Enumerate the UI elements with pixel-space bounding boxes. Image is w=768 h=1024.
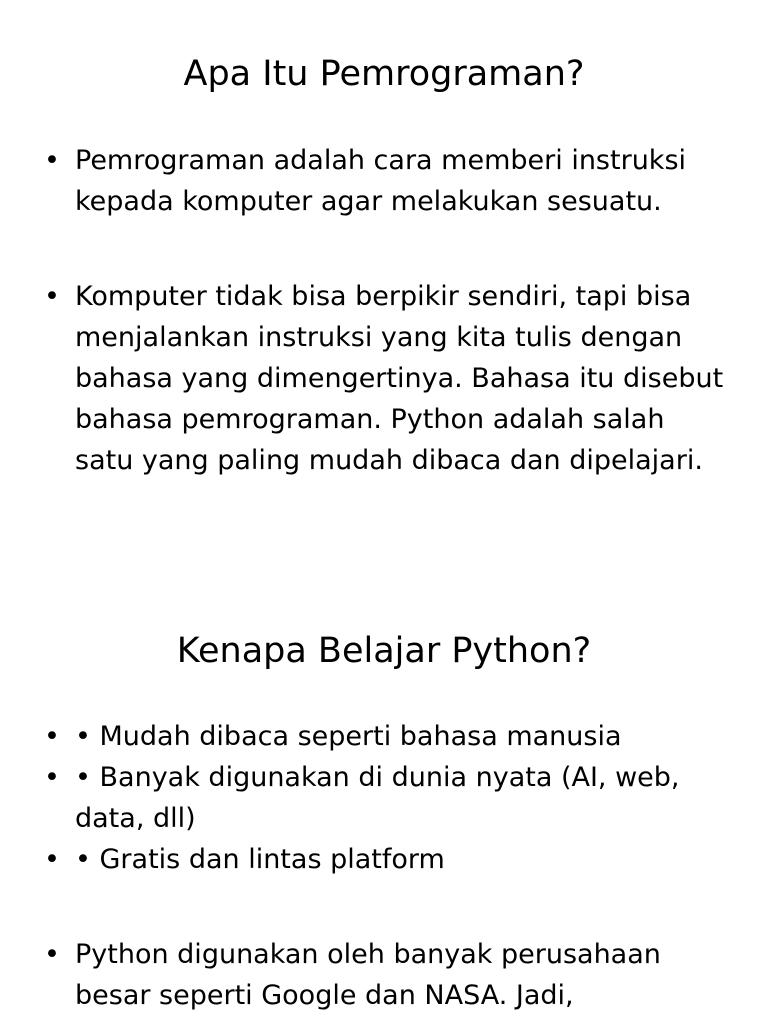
bullet-marker: • xyxy=(44,281,60,312)
bullet-text: Pemrograman adalah cara memberi instruksi kepada komputer agar melakukan sesuatu. xyxy=(75,145,687,217)
bullet-marker: • xyxy=(44,721,60,752)
bullet-text: • Banyak digunakan di dunia nyata (AI, web, data, dll) xyxy=(75,762,680,834)
bullet-item xyxy=(0,757,768,839)
bullet-item xyxy=(0,716,768,757)
bullet-marker: • xyxy=(44,145,60,176)
bullet-item xyxy=(0,276,768,481)
bullet-text: Komputer tidak bisa berpikir sendiri, tapi bisa menjalankan instruksi yang kita tulis dengan bahasa yang dimengertinya. Bahasa itu disebut bahasa pemrograman. Python adalah salah satu yang paling mudah dibaca dan dipelajari. xyxy=(75,281,724,476)
bullet-text: • Mudah dibaca seperti bahasa manusia xyxy=(75,721,622,752)
bullet-item xyxy=(0,839,768,880)
bullet-text: Python digunakan oleh banyak perusahaan besar seperti Google dan NASA. Jadi, xyxy=(75,939,661,1011)
bullet-marker: • xyxy=(44,762,60,793)
bullet-list xyxy=(0,716,768,1016)
slide-title: Apa Itu Pemrograman? xyxy=(183,54,585,94)
bullet-item xyxy=(0,934,768,1016)
bullet-marker: • xyxy=(44,844,60,875)
slide-title: Kenapa Belajar Python? xyxy=(176,631,592,671)
bullet-item xyxy=(0,140,768,222)
bullet-marker: • xyxy=(44,939,60,970)
bullet-list xyxy=(0,140,768,481)
bullet-text: • Gratis dan lintas platform xyxy=(75,844,445,875)
